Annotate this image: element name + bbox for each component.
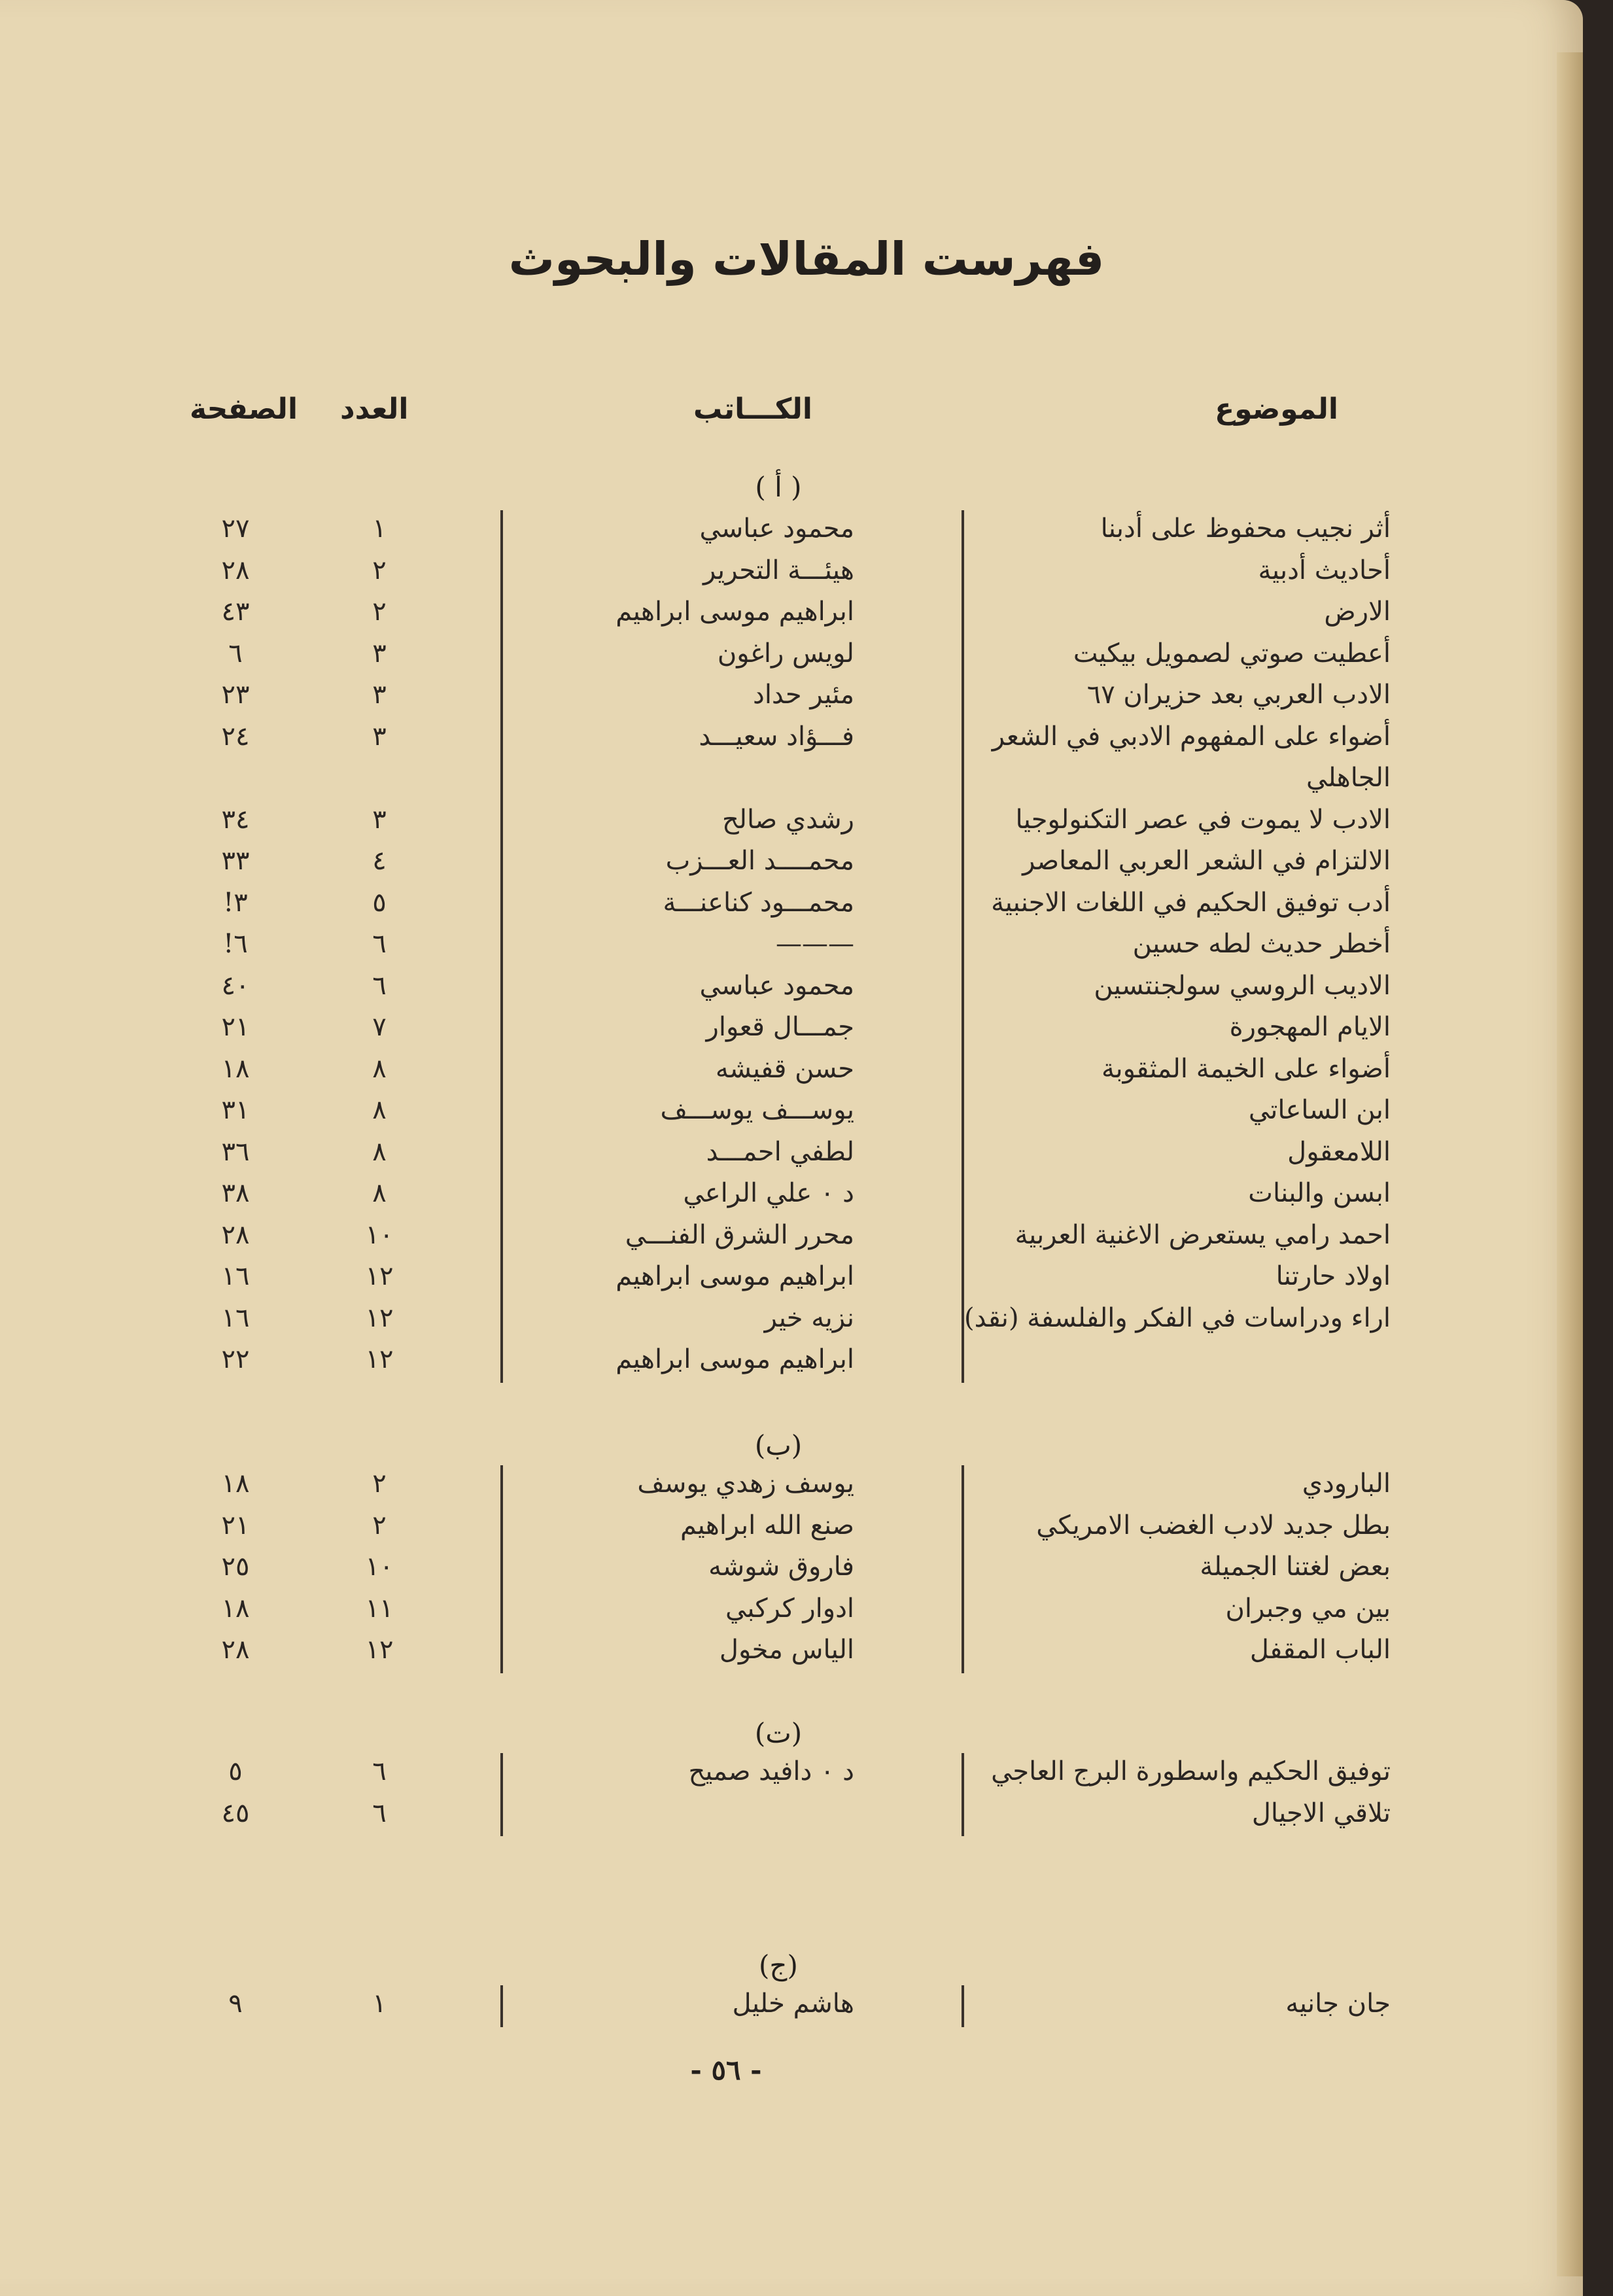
table-row — [0, 597, 1613, 636]
header-page: الصفحة — [190, 392, 298, 426]
topic-cell: بعض لغتنا الجميلة — [1200, 1552, 1391, 1582]
author-cell: ابراهيم موسى ابراهيم — [616, 1344, 854, 1374]
author-cell: د ٠ دافيد صميح — [688, 1756, 854, 1786]
topic-cell: ابسن والبنات — [1248, 1178, 1391, 1208]
section-letter: ( أ ) — [755, 471, 802, 503]
page-cell: ٣٦ — [221, 1136, 250, 1167]
issue-cell: ٨ — [372, 1053, 387, 1084]
topic-cell: اراء ودراسات في الفكر والفلسفة (نقد) — [963, 1302, 1391, 1333]
topic-cell: الايام المهجورة — [1229, 1012, 1391, 1042]
author-cell: ابراهيم موسى ابراهيم — [616, 1261, 854, 1291]
issue-cell: ٢ — [372, 555, 387, 585]
page-cell: ٥ — [228, 1756, 243, 1786]
topic-cell: البارودي — [1302, 1469, 1391, 1499]
topic-cell: الالتزام في الشعر العربي المعاصر — [1022, 846, 1391, 876]
page-cell: ١٨ — [221, 1469, 250, 1499]
issue-cell: ١٢ — [365, 1344, 394, 1374]
issue-cell: ١٢ — [365, 1261, 394, 1291]
page-cell: ٣٣ — [221, 846, 250, 876]
table-row — [0, 1635, 1613, 1674]
topic-cell: تلاقي الاجيال — [1251, 1798, 1391, 1828]
table-row — [0, 971, 1613, 1010]
issue-cell: ٨ — [372, 1178, 387, 1208]
table-row — [0, 1552, 1613, 1591]
header-author: الكـــاتب — [693, 392, 812, 426]
table-row — [0, 638, 1613, 678]
issue-cell: ٦ — [372, 1756, 387, 1786]
table-row — [0, 1756, 1613, 1796]
topic-cell: أضواء على المفهوم الادبي في الشعر — [992, 721, 1391, 752]
issue-cell: ٥ — [372, 887, 387, 918]
author-cell: لطفي احمـــد — [706, 1136, 854, 1167]
table-row — [0, 846, 1613, 885]
table-row — [0, 1593, 1613, 1633]
page-cell: ٦ — [228, 638, 243, 669]
issue-cell: ٦ — [372, 1798, 387, 1828]
topic-cell: أحاديث أدبية — [1258, 555, 1391, 585]
issue-cell: ٨ — [372, 1095, 387, 1125]
issue-cell: ٣ — [372, 804, 387, 835]
page-cell: ٢٨ — [221, 1635, 250, 1665]
topic-cell: بين مي وجبران — [1225, 1593, 1391, 1624]
author-cell: يوسف زهدي يوسف — [637, 1469, 854, 1499]
page-cell: ٣٨ — [221, 1178, 250, 1208]
author-cell: صنع الله ابراهيم — [680, 1510, 854, 1540]
issue-cell: ١٢ — [365, 1635, 394, 1665]
author-cell: مئير حداد — [753, 680, 854, 710]
table-row — [0, 1510, 1613, 1550]
page-cell: ١٨ — [221, 1593, 250, 1624]
page-title: فهرست المقالات والبحوث — [508, 232, 1105, 286]
page-cell: ٣٤ — [221, 804, 250, 835]
issue-cell: ١٠ — [365, 1552, 394, 1582]
topic-cell: أعطيت صوتي لصمويل بيكيت — [1073, 638, 1391, 669]
page-cell: ٢٣ — [221, 680, 250, 710]
table-row — [0, 1137, 1613, 1176]
page-cell: ٤٥ — [221, 1798, 250, 1828]
table-row — [0, 805, 1613, 844]
topic-cell: أخطر حديث لطه حسين — [1132, 929, 1391, 959]
author-cell: نزيه خير — [764, 1302, 854, 1333]
topic-cell: أدب توفيق الحكيم في اللغات الاجنبية — [991, 887, 1391, 918]
topic-cell: الادب لا يموت في عصر التكنولوجيا — [1015, 804, 1391, 835]
author-cell: محرر الشرق الفنـــي — [625, 1219, 854, 1250]
issue-cell: ٤ — [372, 846, 387, 876]
section-letter: (ت) — [754, 1717, 803, 1749]
page-cell: ٢٤ — [221, 721, 250, 752]
topic-cell: الجاهلي — [1306, 763, 1391, 793]
author-cell: حسن قفيشه — [715, 1053, 854, 1084]
page-cell: ٢١ — [221, 1510, 250, 1540]
author-cell: الياس مخول — [719, 1635, 854, 1665]
author-cell: لويس راغون — [717, 638, 854, 669]
author-cell: هيئـــة التحرير — [702, 555, 854, 585]
issue-cell: ٦ — [372, 929, 387, 959]
issue-cell: ٣ — [372, 680, 387, 710]
table-row — [0, 1469, 1613, 1508]
table-row — [0, 1344, 1613, 1383]
author-cell: فـــؤاد سعيـــد — [699, 721, 854, 752]
table-row — [0, 680, 1613, 719]
topic-cell: اللامعقول — [1287, 1136, 1391, 1167]
issue-cell: ٣ — [372, 638, 387, 669]
topic-cell: أثر نجيب محفوظ على أدبنا — [1100, 513, 1391, 544]
page-cell: ٢٨ — [221, 1219, 250, 1250]
author-cell: محمود عباسي — [699, 513, 854, 544]
page-cell: ٢٨ — [221, 555, 250, 585]
issue-cell: ٨ — [372, 1136, 387, 1167]
issue-cell: ٢ — [372, 1469, 387, 1499]
page-cell: ١٨ — [221, 1053, 250, 1084]
table-row — [0, 1178, 1613, 1217]
author-cell: ابراهيم موسى ابراهيم — [616, 597, 854, 627]
issue-cell: ١٠ — [365, 1219, 394, 1250]
page-cell: ١٦ — [221, 1302, 250, 1333]
topic-cell: توفيق الحكيم واسطورة البرج العاجي — [991, 1756, 1391, 1786]
topic-cell: الاديب الروسي سولجنتسين — [1094, 970, 1391, 1001]
header-issue: العدد — [340, 392, 409, 426]
page-cell: !٦ — [223, 929, 248, 959]
topic-cell: أضواء على الخيمة المثقوبة — [1101, 1053, 1391, 1084]
header-topic: الموضوع — [1215, 392, 1338, 426]
table-row — [0, 722, 1613, 761]
table-row — [0, 1012, 1613, 1051]
issue-cell: ١ — [372, 513, 387, 544]
page-cell: ٩ — [228, 1989, 243, 2019]
topic-cell: اولاد حارتنا — [1275, 1261, 1391, 1291]
page-cell: !٣ — [223, 887, 248, 918]
page-cell: ٤٠ — [221, 970, 250, 1001]
table-row — [0, 763, 1613, 802]
table-row — [0, 1261, 1613, 1300]
issue-cell: ٦ — [372, 970, 387, 1001]
table-row — [0, 513, 1613, 553]
page-number: - ٥٦ - — [690, 2054, 762, 2086]
topic-cell: ابن الساعاتي — [1248, 1095, 1391, 1125]
issue-cell: ٣ — [372, 721, 387, 752]
table-row — [0, 1054, 1613, 1093]
author-cell: هاشم خليل — [732, 1989, 854, 2019]
author-cell: فاروق شوشه — [708, 1552, 854, 1582]
topic-cell: الباب المقفل — [1249, 1635, 1391, 1665]
topic-cell: احمد رامي يستعرض الاغنية العربية — [1015, 1219, 1391, 1250]
table-row — [0, 1303, 1613, 1342]
page-cell: ٢٥ — [221, 1552, 250, 1582]
page-cell: ٣١ — [221, 1095, 250, 1125]
table-row — [0, 888, 1613, 927]
issue-cell: ٢ — [372, 597, 387, 627]
page-cell: ٢١ — [221, 1012, 250, 1042]
topic-cell: الادب العربي بعد حزيران ٦٧ — [1086, 680, 1391, 710]
section-letter: (ب) — [754, 1429, 803, 1461]
author-cell: محمـــود كناعنـــة — [663, 887, 854, 918]
issue-cell: ١١ — [365, 1593, 394, 1624]
author-cell: يوســـف يوســـف — [660, 1095, 854, 1125]
author-cell: رشدي صالح — [721, 804, 854, 835]
topic-cell: الارض — [1324, 597, 1391, 627]
page-cell: ٢٧ — [221, 513, 250, 544]
table-row — [0, 555, 1613, 595]
issue-cell: ٧ — [372, 1012, 387, 1042]
author-cell: د ٠ علي الراعي — [683, 1178, 854, 1208]
issue-cell: ٢ — [372, 1510, 387, 1540]
author-cell: محمــــد العـــزب — [665, 846, 854, 876]
table-row — [0, 1798, 1613, 1837]
topic-cell: جان جانيه — [1285, 1989, 1391, 2019]
issue-cell: ١ — [372, 1989, 387, 2019]
table-row — [0, 1220, 1613, 1259]
author-cell: جمـــال قعوار — [706, 1012, 854, 1042]
author-cell: محمود عباسي — [699, 970, 854, 1001]
section-letter: (ج) — [759, 1949, 798, 1981]
page-cell: ١٦ — [221, 1261, 250, 1291]
table-row — [0, 1095, 1613, 1134]
page-cell: ٢٢ — [221, 1344, 250, 1374]
page-cell: ٤٣ — [221, 597, 250, 627]
author-cell: ——— — [776, 929, 854, 959]
topic-cell: بطل جديد لادب الغضب الامريكي — [1036, 1510, 1391, 1540]
issue-cell: ١٢ — [365, 1302, 394, 1333]
author-cell: ادوار كركبي — [725, 1593, 854, 1624]
table-row — [0, 929, 1613, 968]
table-row — [0, 1989, 1613, 2028]
